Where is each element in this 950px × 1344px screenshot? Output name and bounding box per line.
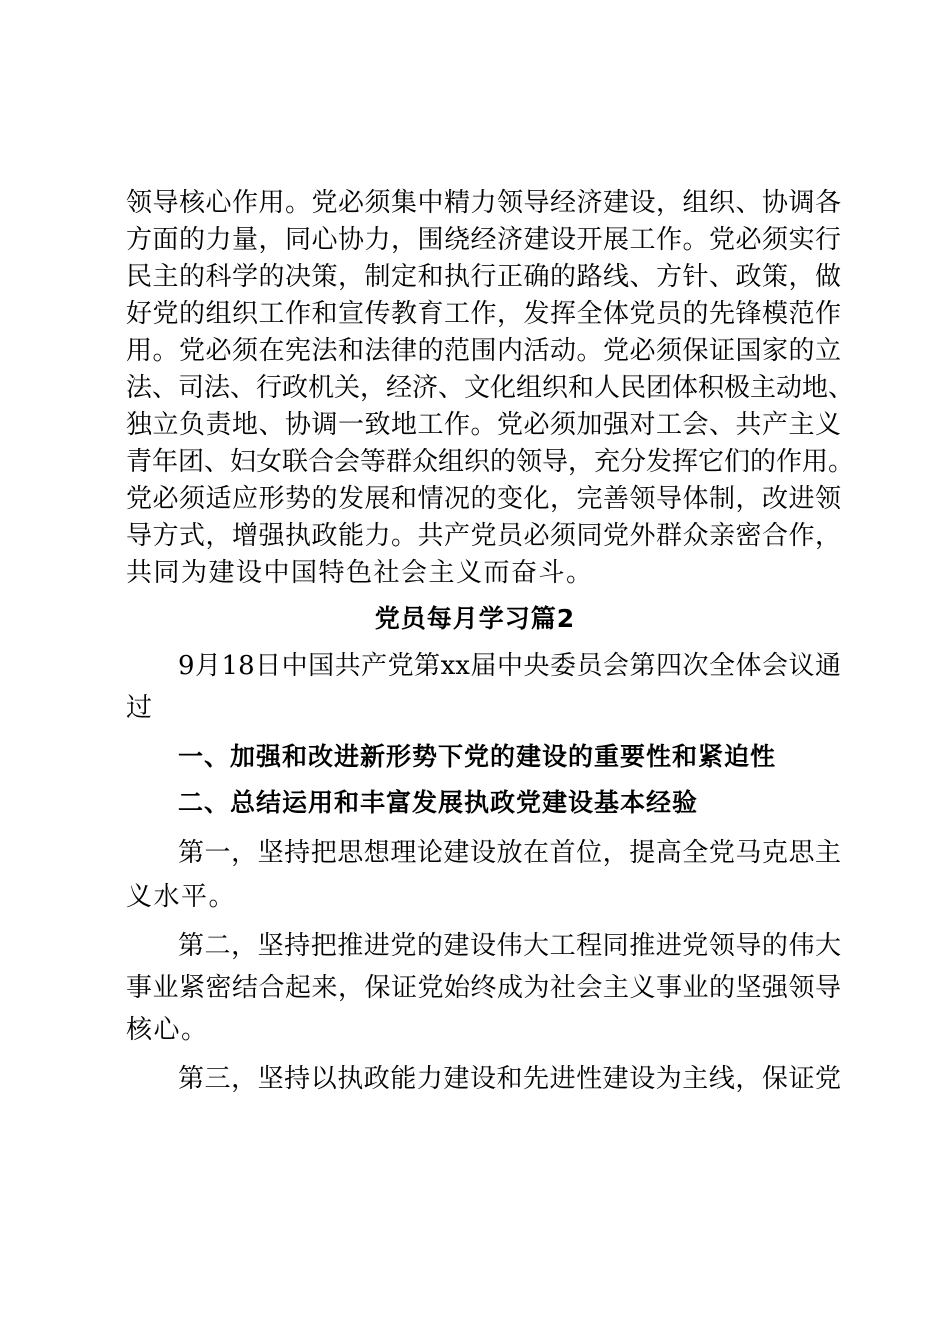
item-line: 第一，坚持把思想理论建设放在首位，提高全党马克思主 — [178, 838, 841, 868]
paragraph-line: 法、司法、行政机关，经济、文化组织和人民团体积极主动地、 — [126, 373, 855, 403]
intro-line: 9月18日中国共产党第xx届中央委员会第四次全体会议通 — [178, 651, 841, 681]
paragraph-line: 用。党必须在宪法和法律的范围内活动。党必须保证国家的立 — [126, 336, 841, 366]
section-title: 党员每月学习篇2 — [374, 604, 576, 633]
intro-line: 过 — [126, 693, 154, 723]
item-line: 核心。 — [126, 1015, 209, 1045]
heading-two: 二、总结运用和丰富发展执政党建设基本经验 — [178, 788, 699, 817]
paragraph-line: 导方式，增强执政能力。共产党员必须同党外群众亲密合作， — [126, 521, 841, 551]
item-line: 第二，坚持把推进党的建设伟大工程同推进党领导的伟大 — [178, 931, 841, 961]
paragraph-line: 共同为建设中国特色社会主义而奋斗。 — [126, 558, 594, 588]
paragraph-line: 好党的组织工作和宣传教育工作，发挥全体党员的先锋模范作 — [126, 299, 841, 329]
paragraph-line: 民主的科学的决策，制定和执行正确的路线、方针、政策，做 — [126, 262, 841, 292]
item-line: 第三，坚持以执政能力建设和先进性建设为主线，保证党 — [178, 1064, 841, 1094]
paragraph-line: 青年团、妇女联合会等群众组织的领导，充分发挥它们的作用。 — [126, 447, 855, 477]
item-line: 义水平。 — [126, 882, 237, 912]
paragraph-line: 党必须适应形势的发展和情况的变化，完善领导体制，改进领 — [126, 484, 841, 514]
paragraph-line: 领导核心作用。党必须集中精力领导经济建设，组织、协调各 — [126, 188, 841, 218]
item-line: 事业紧密结合起来，保证党始终成为社会主义事业的坚强领导 — [126, 973, 841, 1003]
paragraph-line: 方面的力量，同心协力，围绕经济建设开展工作。党必须实行 — [126, 225, 841, 255]
heading-one: 一、加强和改进新形势下党的建设的重要性和紧迫性 — [178, 742, 777, 771]
paragraph-line: 独立负责地、协调一致地工作。党必须加强对工会、共产主义 — [126, 410, 841, 440]
